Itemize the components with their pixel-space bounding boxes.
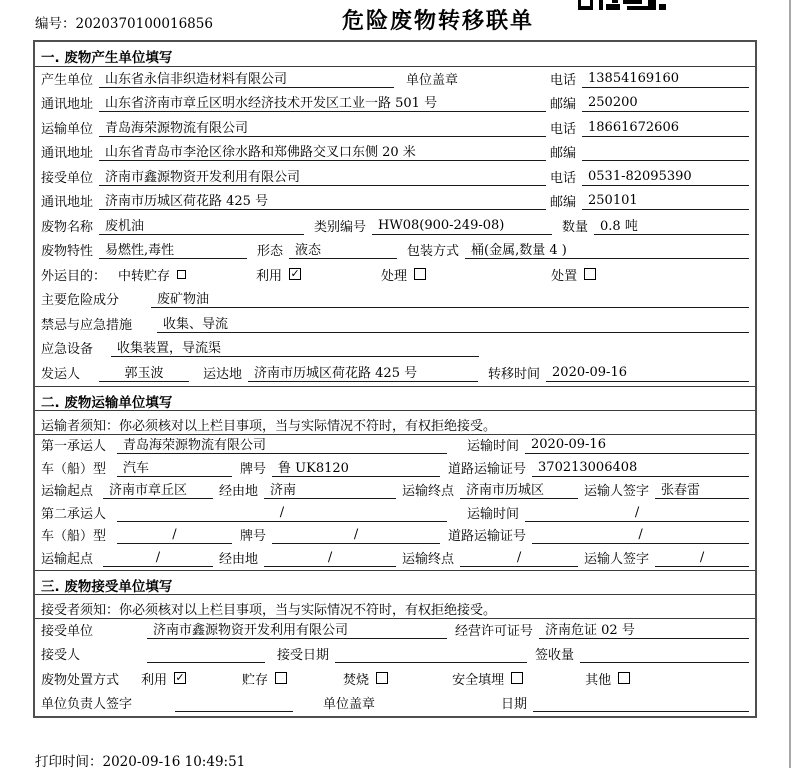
disposal-option-utilize <box>141 669 186 688</box>
print-time <box>35 750 245 768</box>
plate2-label: 牌号 <box>240 529 267 544</box>
transporter-notice: 运输者须知：你必须核对以上栏目事项，当与实际情况不符时，有权拒绝接受。 <box>35 411 755 435</box>
row-route1 <box>35 480 755 503</box>
route-end2-value: / <box>460 550 578 567</box>
receiver-notice: 接受者须知：你必须核对以上栏目事项，当与实际情况不符时，有权拒绝接受。 <box>35 595 755 619</box>
checkbox-unchecked-icon <box>584 268 596 280</box>
purpose-option-treat <box>381 265 426 284</box>
main-hazard-value: 废矿物油 <box>151 288 749 308</box>
responsible-sign-value <box>175 695 293 712</box>
first-carrier-value: 青岛海荣源物流有限公司 <box>117 434 447 454</box>
producer-label: 产生单位 <box>41 72 94 88</box>
shipper-label: 发运人 <box>41 366 81 382</box>
route-end2-label: 运输终点 <box>402 551 455 567</box>
emergency-equipment-label: 应急设备 <box>41 342 94 357</box>
disposal-method-label: 废物处置方式 <box>41 672 120 688</box>
purpose-transit-storage-label: 中转贮存 <box>118 268 171 284</box>
route-start1-label: 运输起点 <box>41 484 94 499</box>
qr-code-fragment-icon <box>578 0 666 10</box>
row-waste-name <box>35 214 755 239</box>
carrier-sign2-label: 运输人签字 <box>584 551 650 567</box>
producer-group <box>41 68 546 88</box>
row-taboo-measures <box>35 312 755 337</box>
category-code-value: HW08(900-249-08) <box>372 218 552 235</box>
vehicle-type2-value: / <box>117 527 232 544</box>
disposal-landfill-label: 安全填埋 <box>452 672 505 688</box>
route-end1-value: 济南市历城区 <box>460 479 578 499</box>
first-carrier-label: 第一承运人 <box>41 439 107 454</box>
row-receiver-address <box>35 190 755 215</box>
transporter-address-label: 通讯地址 <box>41 146 94 161</box>
receiver-group <box>41 166 546 186</box>
unit-seal2-label: 单位盖章 <box>323 697 376 713</box>
waste-form-value: 液态 <box>289 239 397 259</box>
disposal-incinerate-label: 焚烧 <box>343 672 370 688</box>
route-via1-label: 经由地 <box>219 484 259 499</box>
transport-time1-label: 运输时间 <box>467 439 520 454</box>
disposal-storage-label: 贮存 <box>242 672 269 688</box>
row-transport-unit <box>35 116 755 141</box>
shipper-value: 郭玉波 <box>99 362 189 382</box>
disposal-option-other <box>585 669 630 688</box>
second-carrier-label: 第二承运人 <box>41 506 107 522</box>
checkbox-checked-icon: ✓ <box>290 267 300 280</box>
second-carrier-value: / <box>117 505 447 522</box>
checkbox-unchecked-icon <box>414 268 426 280</box>
carrier-sign2-value: / <box>655 550 749 567</box>
carrier-sign1-label: 运输人签字 <box>584 484 650 499</box>
packing-value: 桶(金属,数量 4 ) <box>465 239 749 259</box>
disposal-option-landfill <box>452 669 523 688</box>
responsible-sign-label: 单位负责人签字 <box>41 697 133 713</box>
accept-unit-value: 济南市鑫源物资开发利用有限公司 <box>147 619 447 639</box>
section1-title: 一. 废物产生单位填写 <box>35 42 755 67</box>
waste-name-value: 废机油 <box>99 215 304 235</box>
row-transporter-address <box>35 141 755 166</box>
section2-title: 二. 废物运输单位填写 <box>35 386 755 411</box>
producer-address-group <box>41 92 546 112</box>
category-code-label: 类别编号 <box>314 219 367 235</box>
row-responsible-sign <box>35 692 755 716</box>
receiver-label: 接受单位 <box>41 170 94 186</box>
row-transfer-purpose <box>35 263 755 288</box>
vehicle-type1-label: 车（船）型 <box>41 461 107 477</box>
route-via1-value: 济南 <box>264 479 396 499</box>
waste-name-label: 废物名称 <box>41 219 94 235</box>
checkbox-unchecked-icon <box>275 672 287 684</box>
receiver-zip-label: 邮编 <box>550 195 577 210</box>
transporter-group <box>41 117 546 137</box>
license-label: 经营许可证号 <box>455 623 534 639</box>
row-vehicle2 <box>35 525 755 548</box>
row-shipper <box>35 361 755 386</box>
purpose-treat-label: 处理 <box>381 268 408 284</box>
emergency-equipment-value: 收集装置，导流渠 <box>111 337 479 357</box>
transport-time1-value: 2020-09-16 <box>525 437 749 454</box>
accept-date-label: 接受日期 <box>277 648 330 664</box>
row-emergency-equipment <box>35 337 755 362</box>
road-permit2-value: / <box>532 527 749 544</box>
destination-value: 济南市历城区荷花路 425 号 <box>248 362 478 382</box>
checkbox-unchecked-icon <box>618 672 630 684</box>
producer-value: 山东省永信非织造材料有限公司 <box>99 68 394 88</box>
checkbox-unchecked-icon <box>511 672 523 684</box>
row-main-hazard <box>35 288 755 313</box>
producer-phone-label: 电话 <box>550 72 577 88</box>
transfer-time-label: 转移时间 <box>488 366 541 382</box>
license-value: 济南危证 02 号 <box>539 619 749 639</box>
destination-label: 运达地 <box>203 366 243 382</box>
sign-date-value <box>533 695 749 712</box>
unit-seal-label: 单位盖章 <box>406 72 459 88</box>
row-producer-address <box>35 92 755 117</box>
purpose-option-utilize <box>256 265 301 284</box>
waste-character-label: 废物特性 <box>41 244 94 259</box>
vehicle-type1-value: 汽车 <box>117 457 232 477</box>
sign-date-label: 日期 <box>501 697 528 713</box>
transporter-address-group <box>41 141 546 161</box>
plate1-value: 鲁 UK8120 <box>272 457 440 477</box>
row-disposal-method <box>35 667 755 691</box>
purpose-option-transit-storage <box>118 265 186 284</box>
row-accept-unit <box>35 619 755 643</box>
producer-zip-value: 250200 <box>582 95 749 112</box>
checkbox-checked-icon: ✓ <box>175 671 185 685</box>
road-permit1-value: 370213006408 <box>532 460 749 477</box>
accept-person-value <box>147 646 265 663</box>
producer-phone-value: 13854169160 <box>582 71 749 88</box>
route-start1-value: 济南市章丘区 <box>103 479 213 499</box>
receiver-phone-label: 电话 <box>550 170 577 186</box>
transport-time2-value: / <box>525 505 749 522</box>
waste-form-label: 形态 <box>257 244 284 259</box>
section3-title: 三. 废物接受单位填写 <box>35 570 755 595</box>
transporter-label: 运输单位 <box>41 121 94 137</box>
disposal-option-storage <box>242 669 287 688</box>
disposal-option-incinerate <box>343 669 388 688</box>
plate1-label: 牌号 <box>240 461 267 477</box>
purpose-option-dispose <box>551 265 596 284</box>
accept-unit-label: 接受单位 <box>41 623 94 639</box>
receiver-address-group <box>41 190 546 210</box>
route-start2-value: / <box>103 550 213 567</box>
transporter-zip-label: 邮编 <box>550 146 577 161</box>
document-header <box>0 0 796 40</box>
taboo-measures-value: 收集、导流 <box>157 313 749 333</box>
quantity-value: 0.8 吨 <box>594 215 749 235</box>
transporter-address-value: 山东省青岛市李沧区徐水路和郑佛路交叉口东侧 20 米 <box>99 141 546 161</box>
print-time-value: 2020-09-16 10:49:51 <box>102 754 246 768</box>
packing-label: 包装方式 <box>407 244 460 259</box>
vehicle-type2-label: 车（船）型 <box>41 529 107 544</box>
row-accept-person <box>35 643 755 667</box>
row-receiver-unit <box>35 165 755 190</box>
route-via2-value: / <box>264 550 396 567</box>
row-producer-unit <box>35 67 755 92</box>
print-time-label: 打印时间： <box>35 754 103 768</box>
taboo-measures-label: 禁忌与应急措施 <box>41 317 133 333</box>
receipt-amount-value <box>580 646 749 663</box>
transporter-value: 青岛海荣源物流有限公司 <box>99 117 546 137</box>
row-vehicle1 <box>35 457 755 480</box>
receipt-amount-label: 签收量 <box>535 648 575 664</box>
plate2-value: / <box>272 527 440 544</box>
disposal-other-label: 其他 <box>585 672 612 688</box>
receiver-zip-value: 250101 <box>582 193 749 210</box>
row-first-carrier <box>35 435 755 458</box>
serial-value: 2020370100016856 <box>75 16 213 32</box>
transporter-zip-value <box>582 144 749 161</box>
purpose-label: 外运目的： <box>41 268 107 284</box>
document-title: 危险废物转移联单 <box>341 9 534 34</box>
road-permit1-label: 道路运输证号 <box>448 461 527 477</box>
route-via2-label: 经由地 <box>219 551 259 567</box>
checkbox-unchecked-icon <box>177 270 186 279</box>
page-right-edge-line <box>789 0 791 768</box>
receiver-address-value: 济南市历城区荷花路 425 号 <box>99 190 546 210</box>
row-route2 <box>35 547 755 570</box>
carrier-sign1-value: 张春雷 <box>655 479 749 499</box>
producer-address-label: 通讯地址 <box>41 97 94 112</box>
route-start2-label: 运输起点 <box>41 551 94 567</box>
producer-zip-label: 邮编 <box>550 97 577 112</box>
receiver-value: 济南市鑫源物资开发利用有限公司 <box>99 166 546 186</box>
main-hazard-label: 主要危险成分 <box>41 293 120 308</box>
row-waste-character <box>35 239 755 264</box>
receiver-address-label: 通讯地址 <box>41 195 94 210</box>
checkbox-unchecked-icon <box>376 672 388 684</box>
transporter-phone-label: 电话 <box>550 121 577 137</box>
accept-person-label: 接受人 <box>41 648 81 664</box>
row-second-carrier <box>35 502 755 525</box>
accept-date-value <box>335 646 527 663</box>
transfer-time-value: 2020-09-16 <box>546 365 749 382</box>
manifest-form-table <box>33 40 757 718</box>
quantity-label: 数量 <box>562 219 589 235</box>
road-permit2-label: 道路运输证号 <box>448 529 527 544</box>
route-end1-label: 运输终点 <box>402 484 455 499</box>
disposal-utilize-label: 利用 <box>141 672 168 688</box>
purpose-dispose-label: 处置 <box>551 268 578 284</box>
waste-character-value: 易燃性,毒性 <box>99 239 247 259</box>
producer-address-value: 山东省济南市章丘区明水经济技术开发区工业一路 501 号 <box>99 92 546 112</box>
purpose-utilize-label: 利用 <box>256 268 283 284</box>
transport-time2-label: 运输时间 <box>467 506 520 522</box>
serial-label: 编号： <box>35 16 76 32</box>
transporter-phone-value: 18661672606 <box>582 120 749 137</box>
receiver-phone-value: 0531-82095390 <box>582 169 749 186</box>
